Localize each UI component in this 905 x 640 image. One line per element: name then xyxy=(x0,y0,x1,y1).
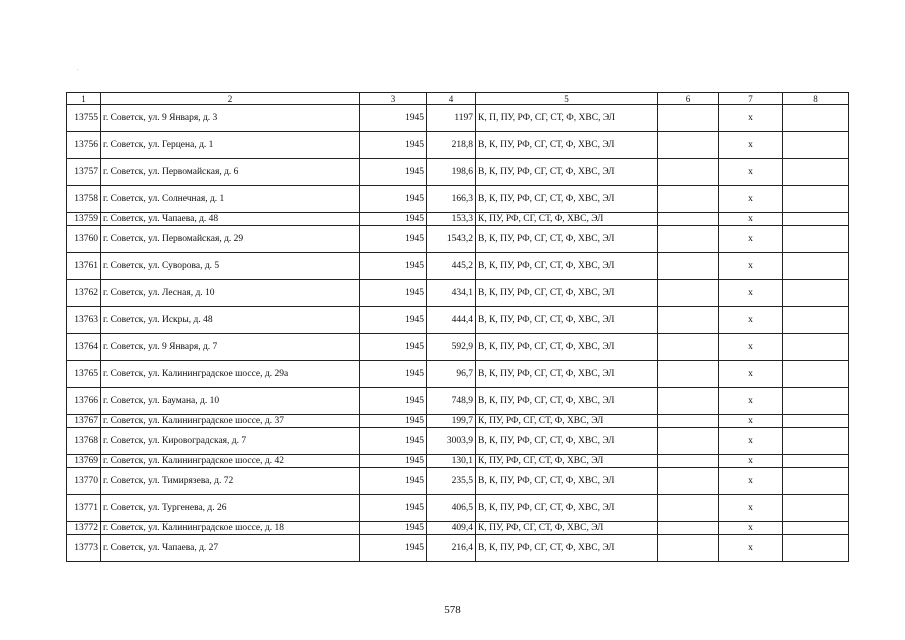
row-year: 1945 xyxy=(360,522,427,535)
row-col8 xyxy=(783,361,849,388)
row-area: 199,7 xyxy=(427,415,476,428)
row-services: К, П, ПУ, РФ, СГ, СТ, Ф, ХВС, ЭЛ xyxy=(476,105,658,132)
row-col6 xyxy=(658,226,719,253)
row-services: В, К, ПУ, РФ, СГ, СТ, Ф, ХВС, ЭЛ xyxy=(476,132,658,159)
row-address: г. Советск, ул. Баумана, д. 10 xyxy=(101,388,360,415)
row-col6 xyxy=(658,307,719,334)
table-row xyxy=(67,253,849,280)
row-col6 xyxy=(658,213,719,226)
row-area: 592,9 xyxy=(427,334,476,361)
row-year: 1945 xyxy=(360,361,427,388)
header-row xyxy=(67,93,849,105)
row-services: К, ПУ, РФ, СГ, СТ, Ф, ХВС, ЭЛ xyxy=(476,415,658,428)
row-col6 xyxy=(658,522,719,535)
row-address: г. Советск, ул. 9 Января, д. 3 xyxy=(101,105,360,132)
row-col7: х xyxy=(719,186,783,213)
row-area: 3003,9 xyxy=(427,428,476,455)
row-col8 xyxy=(783,468,849,495)
row-id: 13760 xyxy=(67,226,101,253)
row-col8 xyxy=(783,253,849,280)
row-services: К, ПУ, РФ, СГ, СТ, Ф, ХВС, ЭЛ xyxy=(476,455,658,468)
row-year: 1945 xyxy=(360,159,427,186)
row-col7: х xyxy=(719,535,783,562)
row-col8 xyxy=(783,105,849,132)
row-col8 xyxy=(783,522,849,535)
row-address: г. Советск, ул. Калининградское шоссе, д. 18 xyxy=(101,522,360,535)
row-id: 13767 xyxy=(67,415,101,428)
row-col7: х xyxy=(719,415,783,428)
row-col6 xyxy=(658,280,719,307)
row-col7: х xyxy=(719,495,783,522)
row-id: 13762 xyxy=(67,280,101,307)
header-col-2: 2 xyxy=(101,93,360,105)
table-row xyxy=(67,415,849,428)
row-services: К, ПУ, РФ, СГ, СТ, Ф, ХВС, ЭЛ xyxy=(476,213,658,226)
row-area: 444,4 xyxy=(427,307,476,334)
row-col6 xyxy=(658,415,719,428)
row-col8 xyxy=(783,307,849,334)
row-address: г. Советск, ул. Чапаева, д. 48 xyxy=(101,213,360,226)
header-col-4: 4 xyxy=(427,93,476,105)
table-row xyxy=(67,522,849,535)
row-col8 xyxy=(783,280,849,307)
table-row xyxy=(67,280,849,307)
row-id: 13765 xyxy=(67,361,101,388)
table-row xyxy=(67,132,849,159)
row-id: 13766 xyxy=(67,388,101,415)
row-col7: х xyxy=(719,388,783,415)
row-col8 xyxy=(783,455,849,468)
row-area: 198,6 xyxy=(427,159,476,186)
row-col6 xyxy=(658,159,719,186)
header-col-5: 5 xyxy=(476,93,658,105)
row-area: 434,1 xyxy=(427,280,476,307)
page-mark: . xyxy=(77,66,79,72)
row-col6 xyxy=(658,253,719,280)
row-col7: х xyxy=(719,280,783,307)
row-col6 xyxy=(658,428,719,455)
row-col6 xyxy=(658,334,719,361)
table-row xyxy=(67,307,849,334)
row-col8 xyxy=(783,495,849,522)
row-col7: х xyxy=(719,226,783,253)
row-address: г. Советск, ул. Калининградское шоссе, д. 29а xyxy=(101,361,360,388)
row-area: 166,3 xyxy=(427,186,476,213)
row-col6 xyxy=(658,132,719,159)
table-row xyxy=(67,213,849,226)
row-services: В, К, ПУ, РФ, СГ, СТ, Ф, ХВС, ЭЛ xyxy=(476,280,658,307)
row-services: В, К, ПУ, РФ, СГ, СТ, Ф, ХВС, ЭЛ xyxy=(476,388,658,415)
row-services: В, К, ПУ, РФ, СГ, СТ, Ф, ХВС, ЭЛ xyxy=(476,428,658,455)
row-year: 1945 xyxy=(360,186,427,213)
row-address: г. Советск, ул. Тимирязева, д. 72 xyxy=(101,468,360,495)
row-services: В, К, ПУ, РФ, СГ, СТ, Ф, ХВС, ЭЛ xyxy=(476,535,658,562)
row-id: 13772 xyxy=(67,522,101,535)
row-id: 13771 xyxy=(67,495,101,522)
row-services: В, К, ПУ, РФ, СГ, СТ, Ф, ХВС, ЭЛ xyxy=(476,307,658,334)
table-row xyxy=(67,105,849,132)
row-col8 xyxy=(783,213,849,226)
row-year: 1945 xyxy=(360,280,427,307)
row-services: В, К, ПУ, РФ, СГ, СТ, Ф, ХВС, ЭЛ xyxy=(476,253,658,280)
row-area: 445,2 xyxy=(427,253,476,280)
row-area: 409,4 xyxy=(427,522,476,535)
row-area: 96,7 xyxy=(427,361,476,388)
row-address: г. Советск, ул. Герцена, д. 1 xyxy=(101,132,360,159)
row-col6 xyxy=(658,535,719,562)
row-col7: х xyxy=(719,213,783,226)
header-col-8: 8 xyxy=(783,93,849,105)
row-year: 1945 xyxy=(360,495,427,522)
row-col6 xyxy=(658,105,719,132)
row-col7: х xyxy=(719,105,783,132)
row-services: В, К, ПУ, РФ, СГ, СТ, Ф, ХВС, ЭЛ xyxy=(476,334,658,361)
row-id: 13763 xyxy=(67,307,101,334)
row-col8 xyxy=(783,334,849,361)
row-id: 13755 xyxy=(67,105,101,132)
row-col6 xyxy=(658,361,719,388)
row-area: 130,1 xyxy=(427,455,476,468)
row-year: 1945 xyxy=(360,535,427,562)
header-col-6: 6 xyxy=(658,93,719,105)
row-col7: х xyxy=(719,361,783,388)
row-year: 1945 xyxy=(360,334,427,361)
row-address: г. Советск, ул. Чапаева, д. 27 xyxy=(101,535,360,562)
row-id: 13761 xyxy=(67,253,101,280)
table-row xyxy=(67,226,849,253)
row-col8 xyxy=(783,186,849,213)
row-id: 13756 xyxy=(67,132,101,159)
table-row xyxy=(67,455,849,468)
header-col-7: 7 xyxy=(719,93,783,105)
row-area: 1197 xyxy=(427,105,476,132)
row-address: г. Советск, ул. Калининградское шоссе, д. 42 xyxy=(101,455,360,468)
row-area: 218,8 xyxy=(427,132,476,159)
row-address: г. Советск, ул. Лесная, д. 10 xyxy=(101,280,360,307)
row-services: В, К, ПУ, РФ, СГ, СТ, Ф, ХВС, ЭЛ xyxy=(476,226,658,253)
row-address: г. Советск, ул. Солнечная, д. 1 xyxy=(101,186,360,213)
row-col7: х xyxy=(719,307,783,334)
row-col8 xyxy=(783,428,849,455)
row-year: 1945 xyxy=(360,415,427,428)
table-row xyxy=(67,468,849,495)
page-number: 578 xyxy=(444,604,461,616)
row-col8 xyxy=(783,535,849,562)
row-address: г. Советск, ул. Суворова, д. 5 xyxy=(101,253,360,280)
table-row xyxy=(67,159,849,186)
row-address: г. Советск, ул. Калининградское шоссе, д. 37 xyxy=(101,415,360,428)
row-col6 xyxy=(658,468,719,495)
row-col7: х xyxy=(719,455,783,468)
row-year: 1945 xyxy=(360,428,427,455)
row-year: 1945 xyxy=(360,213,427,226)
row-id: 13770 xyxy=(67,468,101,495)
row-area: 216,4 xyxy=(427,535,476,562)
row-id: 13764 xyxy=(67,334,101,361)
row-address: г. Советск, ул. Первомайская, д. 6 xyxy=(101,159,360,186)
row-area: 235,5 xyxy=(427,468,476,495)
table-row xyxy=(67,535,849,562)
table-row xyxy=(67,388,849,415)
row-year: 1945 xyxy=(360,468,427,495)
row-col7: х xyxy=(719,522,783,535)
row-year: 1945 xyxy=(360,388,427,415)
row-area: 748,9 xyxy=(427,388,476,415)
row-area: 406,5 xyxy=(427,495,476,522)
table-row xyxy=(67,186,849,213)
row-area: 1543,2 xyxy=(427,226,476,253)
row-col8 xyxy=(783,159,849,186)
header-col-1: 1 xyxy=(67,93,101,105)
row-col7: х xyxy=(719,428,783,455)
row-col6 xyxy=(658,186,719,213)
row-col8 xyxy=(783,226,849,253)
row-services: В, К, ПУ, РФ, СГ, СТ, Ф, ХВС, ЭЛ xyxy=(476,159,658,186)
row-address: г. Советск, ул. 9 Января, д. 7 xyxy=(101,334,360,361)
row-col7: х xyxy=(719,334,783,361)
row-col7: х xyxy=(719,159,783,186)
table-row xyxy=(67,428,849,455)
row-col8 xyxy=(783,388,849,415)
row-address: г. Советск, ул. Кировоградская, д. 7 xyxy=(101,428,360,455)
row-col8 xyxy=(783,132,849,159)
row-year: 1945 xyxy=(360,226,427,253)
table-row xyxy=(67,495,849,522)
row-col7: х xyxy=(719,468,783,495)
row-col7: х xyxy=(719,253,783,280)
row-area: 153,3 xyxy=(427,213,476,226)
row-services: В, К, ПУ, РФ, СГ, СТ, Ф, ХВС, ЭЛ xyxy=(476,495,658,522)
row-id: 13759 xyxy=(67,213,101,226)
row-year: 1945 xyxy=(360,253,427,280)
row-id: 13757 xyxy=(67,159,101,186)
row-id: 13758 xyxy=(67,186,101,213)
row-id: 13769 xyxy=(67,455,101,468)
row-year: 1945 xyxy=(360,132,427,159)
row-year: 1945 xyxy=(360,105,427,132)
header-col-3: 3 xyxy=(360,93,427,105)
row-col7: х xyxy=(719,132,783,159)
row-year: 1945 xyxy=(360,307,427,334)
row-year: 1945 xyxy=(360,455,427,468)
row-services: К, ПУ, РФ, СГ, СТ, Ф, ХВС, ЭЛ xyxy=(476,522,658,535)
row-address: г. Советск, ул. Тургенева, д. 26 xyxy=(101,495,360,522)
table-row xyxy=(67,361,849,388)
row-services: В, К, ПУ, РФ, СГ, СТ, Ф, ХВС, ЭЛ xyxy=(476,361,658,388)
row-col6 xyxy=(658,388,719,415)
row-col6 xyxy=(658,495,719,522)
registry-table xyxy=(66,92,849,562)
row-services: В, К, ПУ, РФ, СГ, СТ, Ф, ХВС, ЭЛ xyxy=(476,186,658,213)
row-col6 xyxy=(658,455,719,468)
row-id: 13768 xyxy=(67,428,101,455)
row-col8 xyxy=(783,415,849,428)
table-row xyxy=(67,334,849,361)
row-id: 13773 xyxy=(67,535,101,562)
row-address: г. Советск, ул. Первомайская, д. 29 xyxy=(101,226,360,253)
row-address: г. Советск, ул. Искры, д. 48 xyxy=(101,307,360,334)
row-services: В, К, ПУ, РФ, СГ, СТ, Ф, ХВС, ЭЛ xyxy=(476,468,658,495)
